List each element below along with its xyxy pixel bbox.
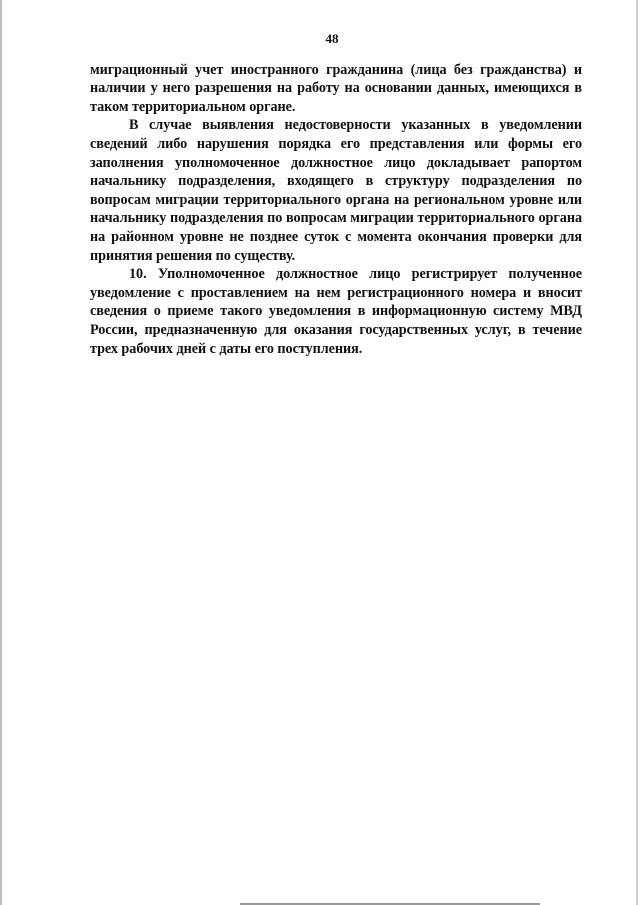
scan-edge-right bbox=[636, 0, 638, 905]
page-number: 48 bbox=[325, 31, 339, 46]
scan-edge-left bbox=[0, 0, 2, 905]
paragraph-item-10: 10. Уполномоченное должностное лицо регистрирует полученное уведомление с проставлением на нем регистрационного номера и вносит сведения о приеме такого уведомления в информационную систему МВД России, предназначенную для оказания государственных услуг, в течение трех рабочих дней с даты его поступления. bbox=[90, 266, 582, 357]
paragraph-verification: В случае выявления недостоверности указанных в уведомлении сведений либо нарушения порядка его представления или формы его заполнения уполномоченное должностное лицо докладывает рапортом начальнику подразделения, входящего в структуру подразделения по вопросам миграции территориального органа на региональном уровне или начальнику подразделения по вопросам миграции территориального органа на районном уровне не позднее суток с момента окончания проверки для принятия решения по существу. bbox=[90, 117, 582, 264]
paragraph-continuation: миграционный учет иностранного гражданина (лица без гражданства) и наличии у него разрешения на работу на основании данных, имеющихся в таком территориальном органе. bbox=[90, 61, 582, 115]
document-page bbox=[90, 30, 582, 358]
